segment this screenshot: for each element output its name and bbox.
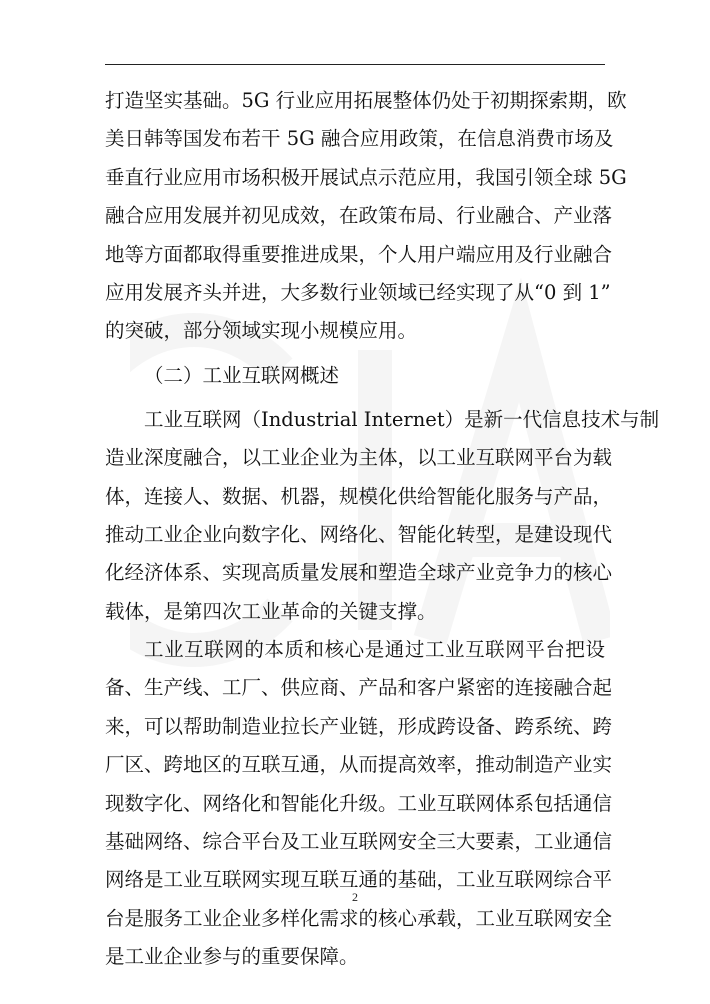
text-line: 来，可以帮助制造业拉长产业链，形成跨设备、跨系统、跨 (105, 714, 613, 738)
paragraph-2 (105, 401, 660, 631)
text-line: 载体，是第四次工业革命的关键支撑。 (105, 599, 437, 623)
text-line: 打造坚实基础。5G 行业应用拓展整体仍处于初期探索期，欧 (105, 89, 627, 112)
header-rule (105, 64, 605, 65)
body-text (105, 82, 660, 977)
text-line: 体，连接人、数据、机器，规模化供给智能化服务与产品， (105, 484, 613, 508)
text-line: 融合应用发展并初见成效，在政策布局、行业融合、产业落 (105, 204, 613, 228)
text-line: 基础网络、综合平台及工业互联网安全三大要素，工业通信 (105, 830, 613, 854)
paragraph-3 (105, 631, 613, 977)
page-number: 2 (352, 890, 358, 904)
text-line: 垂直行业应用市场积极开展试点示范应用，我国引领全球 5G (105, 165, 627, 189)
text-line: 台是服务工业企业多样化需求的核心承载，工业互联网安全 (105, 906, 613, 930)
text-line: 推动工业企业向数字化、网络化、智能化转型，是建设现代 (105, 522, 613, 546)
text-line: 化经济体系、实现高质量发展和塑造全球产业竞争力的核心 (105, 561, 613, 585)
text-line: 的突破，部分领域实现小规模应用。 (105, 319, 418, 343)
text-line: 是工业企业参与的重要保障。 (105, 945, 359, 969)
text-line: 工业互联网（Industrial Internet）是新一代信息技术与制 (144, 407, 660, 431)
text-line: 地等方面都取得重要推进成果，个人用户端应用及行业融合 (105, 242, 613, 266)
section-heading: （二）工业互联网概述 (144, 363, 340, 387)
text-line: 网络是工业互联网实现互联互通的基础，工业互联网综合平 (105, 868, 613, 892)
text-line: 工业互联网的本质和核心是通过工业互联网平台把设 (144, 638, 605, 662)
text-line: 厂区、跨地区的互联互通，从而提高效率，推动制造产业实 (105, 753, 613, 777)
text-line: 应用发展齐头并进，大多数行业领域已经实现了从“0 到 1” (105, 280, 611, 304)
text-line: 美日韩等国发布若干 5G 融合应用政策，在信息消费市场及 (105, 127, 614, 151)
text-line: 备、生产线、工厂、供应商、产品和客户紧密的连接融合起 (105, 676, 613, 700)
text-line: 造业深度融合，以工业企业为主体，以工业互联网平台为载 (105, 446, 613, 470)
paragraph-1 (105, 82, 627, 351)
text-line: 现数字化、网络化和智能化升级。工业互联网体系包括通信 (105, 791, 613, 815)
